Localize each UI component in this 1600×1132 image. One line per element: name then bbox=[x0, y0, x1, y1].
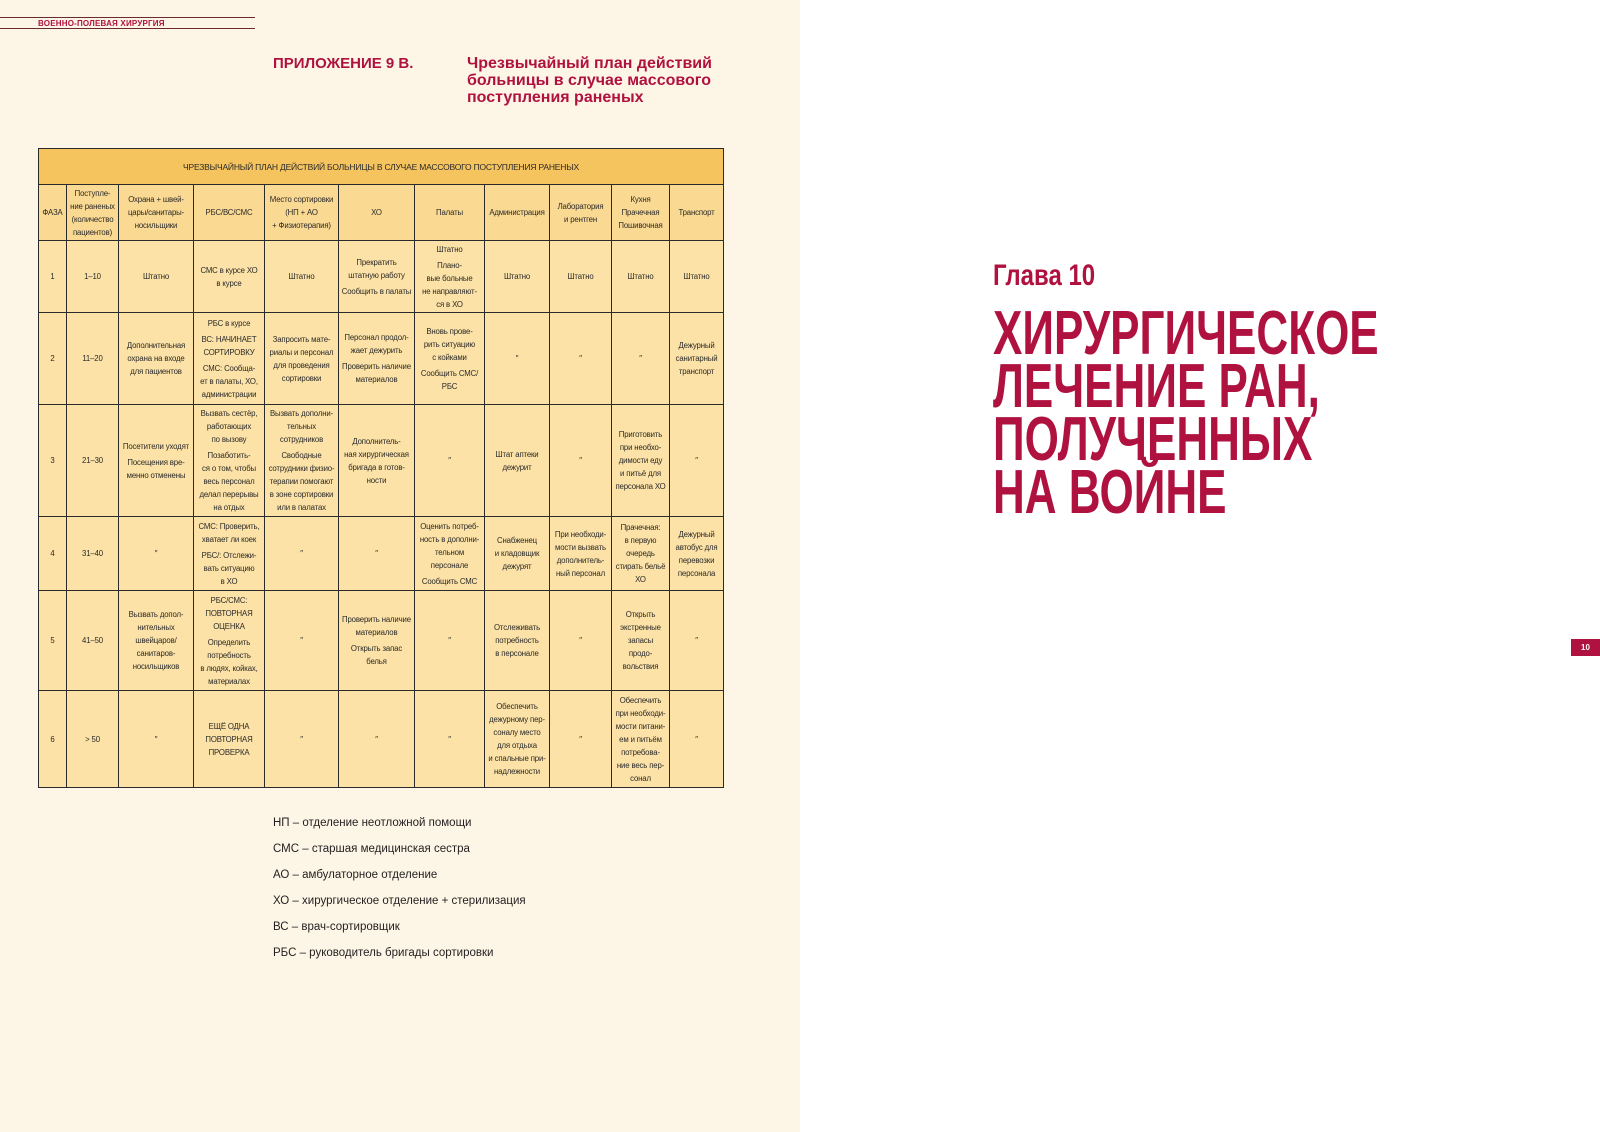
table-cell bbox=[119, 313, 194, 405]
table-cell bbox=[119, 591, 194, 691]
cell-text: Штатно bbox=[627, 272, 654, 281]
cell-text: Дополнитель- ная хирургическая бригада в готов- ности bbox=[344, 436, 409, 485]
running-header-text: ВОЕННО-ПОЛЕВАЯ ХИРУРГИЯ bbox=[38, 19, 165, 28]
table-cell bbox=[39, 691, 67, 788]
cell-text: Открыть экстренные запасы продо- вольствия bbox=[620, 610, 661, 671]
chapter-label: Глава 10 bbox=[993, 259, 1096, 292]
cell-text: 3 bbox=[50, 456, 55, 465]
cell-text: Позаботить- ся о том, чтобы весь персонал делал перерывы на отдых bbox=[199, 451, 259, 512]
table-cell bbox=[550, 241, 612, 313]
cell-text: ″ bbox=[695, 734, 698, 744]
cell-text: Прачечная: в первую очередь стирать бельё ХО bbox=[615, 523, 666, 584]
appendix-title bbox=[467, 55, 712, 106]
table-cell bbox=[194, 517, 265, 591]
cell-text: 4 bbox=[50, 549, 55, 558]
cell-text: Прекратить штатную работу bbox=[348, 257, 405, 280]
cell-text: Обеспечить дежурному пер- соналу место для отдыха и спальные при- надлежности bbox=[488, 702, 546, 776]
table-cell bbox=[550, 591, 612, 691]
legend-item: РБС – руководитель бригады сортировки bbox=[273, 947, 494, 959]
cell-text: Оценить потреб- ность в дополни- тельном персонале bbox=[419, 521, 480, 570]
table-cell bbox=[415, 517, 485, 591]
table-cell bbox=[670, 691, 724, 788]
cell-text: ″ bbox=[448, 734, 451, 744]
table-cell bbox=[119, 691, 194, 788]
cell-text: СМС: Сообща- ет в палаты, ХО, администрации bbox=[200, 363, 258, 399]
cell-text: ЕЩЁ ОДНА ПОВТОРНАЯ ПРОВЕРКА bbox=[205, 721, 253, 757]
table-row bbox=[39, 405, 724, 517]
cell-text: Штатно bbox=[288, 272, 315, 281]
table-row bbox=[39, 313, 724, 405]
cell-text: Определить потребность в людях, койках, материалах bbox=[200, 637, 258, 686]
table-cell bbox=[119, 405, 194, 517]
table-cell bbox=[612, 405, 670, 517]
table-title: ЧРЕЗВЫЧАЙНЫЙ ПЛАН ДЕЙСТВИЙ БОЛЬНИЦЫ В СЛУЧАЕ МАССОВОГО ПОСТУПЛЕНИЯ РАНЕНЫХ bbox=[39, 149, 724, 185]
cell-text: Вызвать сестёр, работающих по вызову bbox=[200, 409, 258, 444]
table-cell bbox=[415, 691, 485, 788]
table-header-cell: Лаборатория и рентген bbox=[550, 185, 612, 241]
table-cell bbox=[339, 405, 415, 517]
table-cell bbox=[39, 241, 67, 313]
table-cell bbox=[194, 691, 265, 788]
table-row bbox=[39, 241, 724, 313]
legend-item: НП – отделение неотложной помощи bbox=[273, 817, 472, 829]
legend-item: СМС – старшая медицинская сестра bbox=[273, 843, 470, 855]
cell-text: Открыть запас белья bbox=[350, 644, 403, 666]
cell-text: ″ bbox=[639, 354, 642, 363]
table-cell bbox=[339, 591, 415, 691]
table-cell bbox=[485, 691, 550, 788]
table-cell bbox=[339, 313, 415, 405]
cell-text: ВС: НАЧИНАЕТ СОРТИРОВКУ bbox=[201, 334, 257, 357]
table-cell bbox=[612, 313, 670, 405]
cell-text: ″ bbox=[300, 549, 303, 558]
table-header-cell: Охрана + швей- цары/санитары- носильщики bbox=[119, 185, 194, 241]
table-cell bbox=[119, 241, 194, 313]
cell-text: Штатно bbox=[436, 244, 463, 254]
chapter-title-line: ЛЕЧЕНИЕ РАН, bbox=[993, 352, 1320, 421]
cell-text: Посещения вре- менно отменены bbox=[126, 457, 186, 480]
table-cell bbox=[550, 691, 612, 788]
table-cell bbox=[612, 691, 670, 788]
table-title-row bbox=[39, 149, 724, 185]
table-cell bbox=[485, 405, 550, 517]
cell-text: Дежурный санитарный транспорт bbox=[675, 341, 718, 376]
table-cell bbox=[415, 405, 485, 517]
cell-text: Штатно bbox=[142, 272, 170, 281]
cell-text: Приготовить при необхо- димости еду и питьё для персонала ХО bbox=[615, 430, 666, 491]
cell-text: ″ bbox=[579, 734, 582, 744]
cell-text: СМС в курсе ХО в курсе bbox=[200, 265, 258, 288]
cell-text: 1–10 bbox=[84, 272, 101, 281]
cell-text: Обеспечить при необходи- мости питани- ем и питьём потребова- ние весь пер- сонал bbox=[615, 695, 666, 783]
cell-text: Вызвать дополни- тельных сотрудников bbox=[269, 409, 334, 444]
cell-text: ″ bbox=[695, 456, 698, 465]
right-page bbox=[800, 0, 1600, 1132]
table-cell bbox=[415, 313, 485, 405]
table-header-cell: Палаты bbox=[415, 185, 485, 241]
cell-text: Вызвать допол- нительных швейцаров/ санитаров- носильщиков bbox=[128, 610, 184, 671]
cell-text: ″ bbox=[154, 734, 158, 744]
cell-text: ″ bbox=[448, 636, 451, 645]
cell-text: СМС: Проверить, хватает ли коек bbox=[198, 521, 260, 544]
cell-text: ″ bbox=[448, 456, 451, 465]
page-number-tab: 10 bbox=[1571, 639, 1600, 656]
legend-item: ХО – хирургическое отделение + стерилизация bbox=[273, 895, 526, 907]
cell-text: Свободные сотрудники физио- терапии помогают в зоне сортировки или в палатах bbox=[268, 451, 335, 512]
table-cell bbox=[550, 405, 612, 517]
table-cell bbox=[670, 591, 724, 691]
table-cell bbox=[39, 517, 67, 591]
appendix-title-line: больницы в случае массового bbox=[467, 72, 711, 89]
cell-text: 31–40 bbox=[82, 549, 103, 558]
legend-item: АО – амбулаторное отделение bbox=[273, 869, 438, 881]
running-header bbox=[0, 17, 255, 29]
cell-text: ″ bbox=[375, 549, 378, 558]
cell-text: Сообщить в палаты bbox=[341, 286, 412, 296]
cell-text: Проверить наличие материалов bbox=[342, 615, 411, 637]
cell-text: Штат аптеки дежурит bbox=[495, 449, 539, 472]
chapter-title-line: ПОЛУЧЕННЫХ bbox=[993, 405, 1313, 474]
table-cell bbox=[415, 591, 485, 691]
table-header-row bbox=[39, 185, 724, 241]
table-header-cell: Поступле- ние раненых (количество пациентов) bbox=[67, 185, 119, 241]
table-cell bbox=[67, 691, 119, 788]
appendix-title-line: поступления раненых bbox=[467, 89, 644, 106]
table-cell bbox=[67, 313, 119, 405]
table-cell bbox=[339, 241, 415, 313]
table-cell bbox=[265, 313, 339, 405]
cell-text: ″ bbox=[579, 354, 582, 363]
cell-text: ″ bbox=[300, 636, 303, 645]
table-cell bbox=[612, 241, 670, 313]
cell-text: При необходи- мости вызвать дополнитель- ный персонал bbox=[554, 529, 607, 578]
table-row bbox=[39, 517, 724, 591]
table-cell bbox=[339, 691, 415, 788]
table-cell bbox=[670, 241, 724, 313]
cell-text: 2 bbox=[50, 354, 55, 363]
cell-text: ″ bbox=[300, 734, 303, 744]
table-cell bbox=[485, 591, 550, 691]
cell-text: Штатно bbox=[503, 272, 531, 281]
cell-text: ″ bbox=[579, 456, 582, 465]
cell-text: Снабженец и кладовщик дежурят bbox=[494, 536, 540, 571]
table-header-cell: Транспорт bbox=[670, 185, 724, 241]
cell-text: Запросить мате- риалы и персонал для проведения сортировки bbox=[269, 334, 334, 383]
table-cell bbox=[670, 517, 724, 591]
cell-text: Штатно bbox=[683, 272, 710, 281]
cell-text: РБС/СМС: ПОВТОРНАЯ ОЦЕНКА bbox=[205, 595, 253, 631]
cell-text: ″ bbox=[154, 549, 158, 558]
cell-text: Посетители уходят bbox=[122, 441, 190, 451]
table-cell bbox=[550, 517, 612, 591]
appendix-title-line: Чрезвычайный план действий bbox=[467, 55, 712, 72]
cell-text: ″ bbox=[579, 636, 582, 645]
cell-text: РБС в курсе bbox=[207, 318, 251, 328]
table-cell bbox=[670, 313, 724, 405]
cell-text: 11–20 bbox=[82, 354, 103, 363]
cell-text: Штатно bbox=[567, 272, 594, 281]
cell-text: > 50 bbox=[85, 734, 100, 744]
table-row bbox=[39, 591, 724, 691]
legend-item: ВС – врач-сортировщик bbox=[273, 921, 400, 933]
cell-text: 1 bbox=[50, 272, 55, 281]
table-cell bbox=[485, 241, 550, 313]
plan-table bbox=[38, 148, 724, 788]
cell-text: 6 bbox=[50, 734, 55, 744]
table-header-cell: Место сортировки (НП + АО + Физиотерапия) bbox=[265, 185, 339, 241]
table-header-cell: Администрация bbox=[485, 185, 550, 241]
table-cell bbox=[485, 313, 550, 405]
table-cell bbox=[550, 313, 612, 405]
chapter-title bbox=[993, 299, 1379, 527]
table-cell bbox=[670, 405, 724, 517]
table-cell bbox=[612, 517, 670, 591]
cell-text: 41–50 bbox=[82, 636, 103, 645]
chapter-title-line: НА ВОЙНЕ bbox=[993, 458, 1227, 527]
cell-text: ″ bbox=[695, 636, 698, 645]
table-cell bbox=[39, 313, 67, 405]
table-cell bbox=[119, 517, 194, 591]
abbreviation-legend bbox=[273, 810, 526, 966]
cell-text: Плано- вые больные не направляют- ся в ХО bbox=[422, 260, 477, 309]
table-cell bbox=[194, 313, 265, 405]
table-header-cell: РБС/ВС/СМС bbox=[194, 185, 265, 241]
cell-text: Сообщить СМС bbox=[421, 576, 478, 586]
table-cell bbox=[265, 691, 339, 788]
table-cell bbox=[612, 591, 670, 691]
table-header-cell: Кухня Прачечная Пошивочная bbox=[612, 185, 670, 241]
table-header-cell: ХО bbox=[339, 185, 415, 241]
table-cell bbox=[67, 405, 119, 517]
cell-text: Сообщить СМС/ РБС bbox=[420, 368, 479, 391]
table-cell bbox=[194, 241, 265, 313]
table-cell bbox=[415, 241, 485, 313]
table-header-cell: ФАЗА bbox=[39, 185, 67, 241]
table-cell bbox=[485, 517, 550, 591]
cell-text: 5 bbox=[50, 636, 55, 645]
table-cell bbox=[194, 591, 265, 691]
table-cell bbox=[67, 517, 119, 591]
table-cell bbox=[265, 517, 339, 591]
table-cell bbox=[67, 591, 119, 691]
table-cell bbox=[39, 591, 67, 691]
cell-text: Дежурный автобус для перевозки персонала bbox=[675, 529, 718, 578]
chapter-title-line: ХИРУРГИЧЕСКОЕ bbox=[993, 299, 1379, 368]
cell-text: Проверить наличие материалов bbox=[342, 362, 411, 384]
table-cell bbox=[194, 405, 265, 517]
table-cell bbox=[265, 405, 339, 517]
cell-text: ″ bbox=[375, 734, 378, 744]
cell-text: Вновь прове- рить ситуацию с койками bbox=[423, 326, 476, 362]
table-cell bbox=[265, 591, 339, 691]
cell-text: РБС/: Отслежи- вать ситуацию в ХО bbox=[201, 550, 257, 586]
table-cell bbox=[265, 241, 339, 313]
cell-text: ″ bbox=[515, 354, 519, 363]
cell-text: Дополнительная охрана на входе для пациентов bbox=[126, 341, 186, 376]
cell-text: 21–30 bbox=[82, 456, 103, 465]
cell-text: Отслеживать потребность в персонале bbox=[493, 623, 541, 658]
table-cell bbox=[67, 241, 119, 313]
cell-text: Персонал продол- жает дежурить bbox=[344, 333, 409, 355]
table-row bbox=[39, 691, 724, 788]
table-cell bbox=[39, 405, 67, 517]
table-cell bbox=[339, 517, 415, 591]
appendix-label: ПРИЛОЖЕНИЕ 9 В. bbox=[273, 55, 414, 72]
